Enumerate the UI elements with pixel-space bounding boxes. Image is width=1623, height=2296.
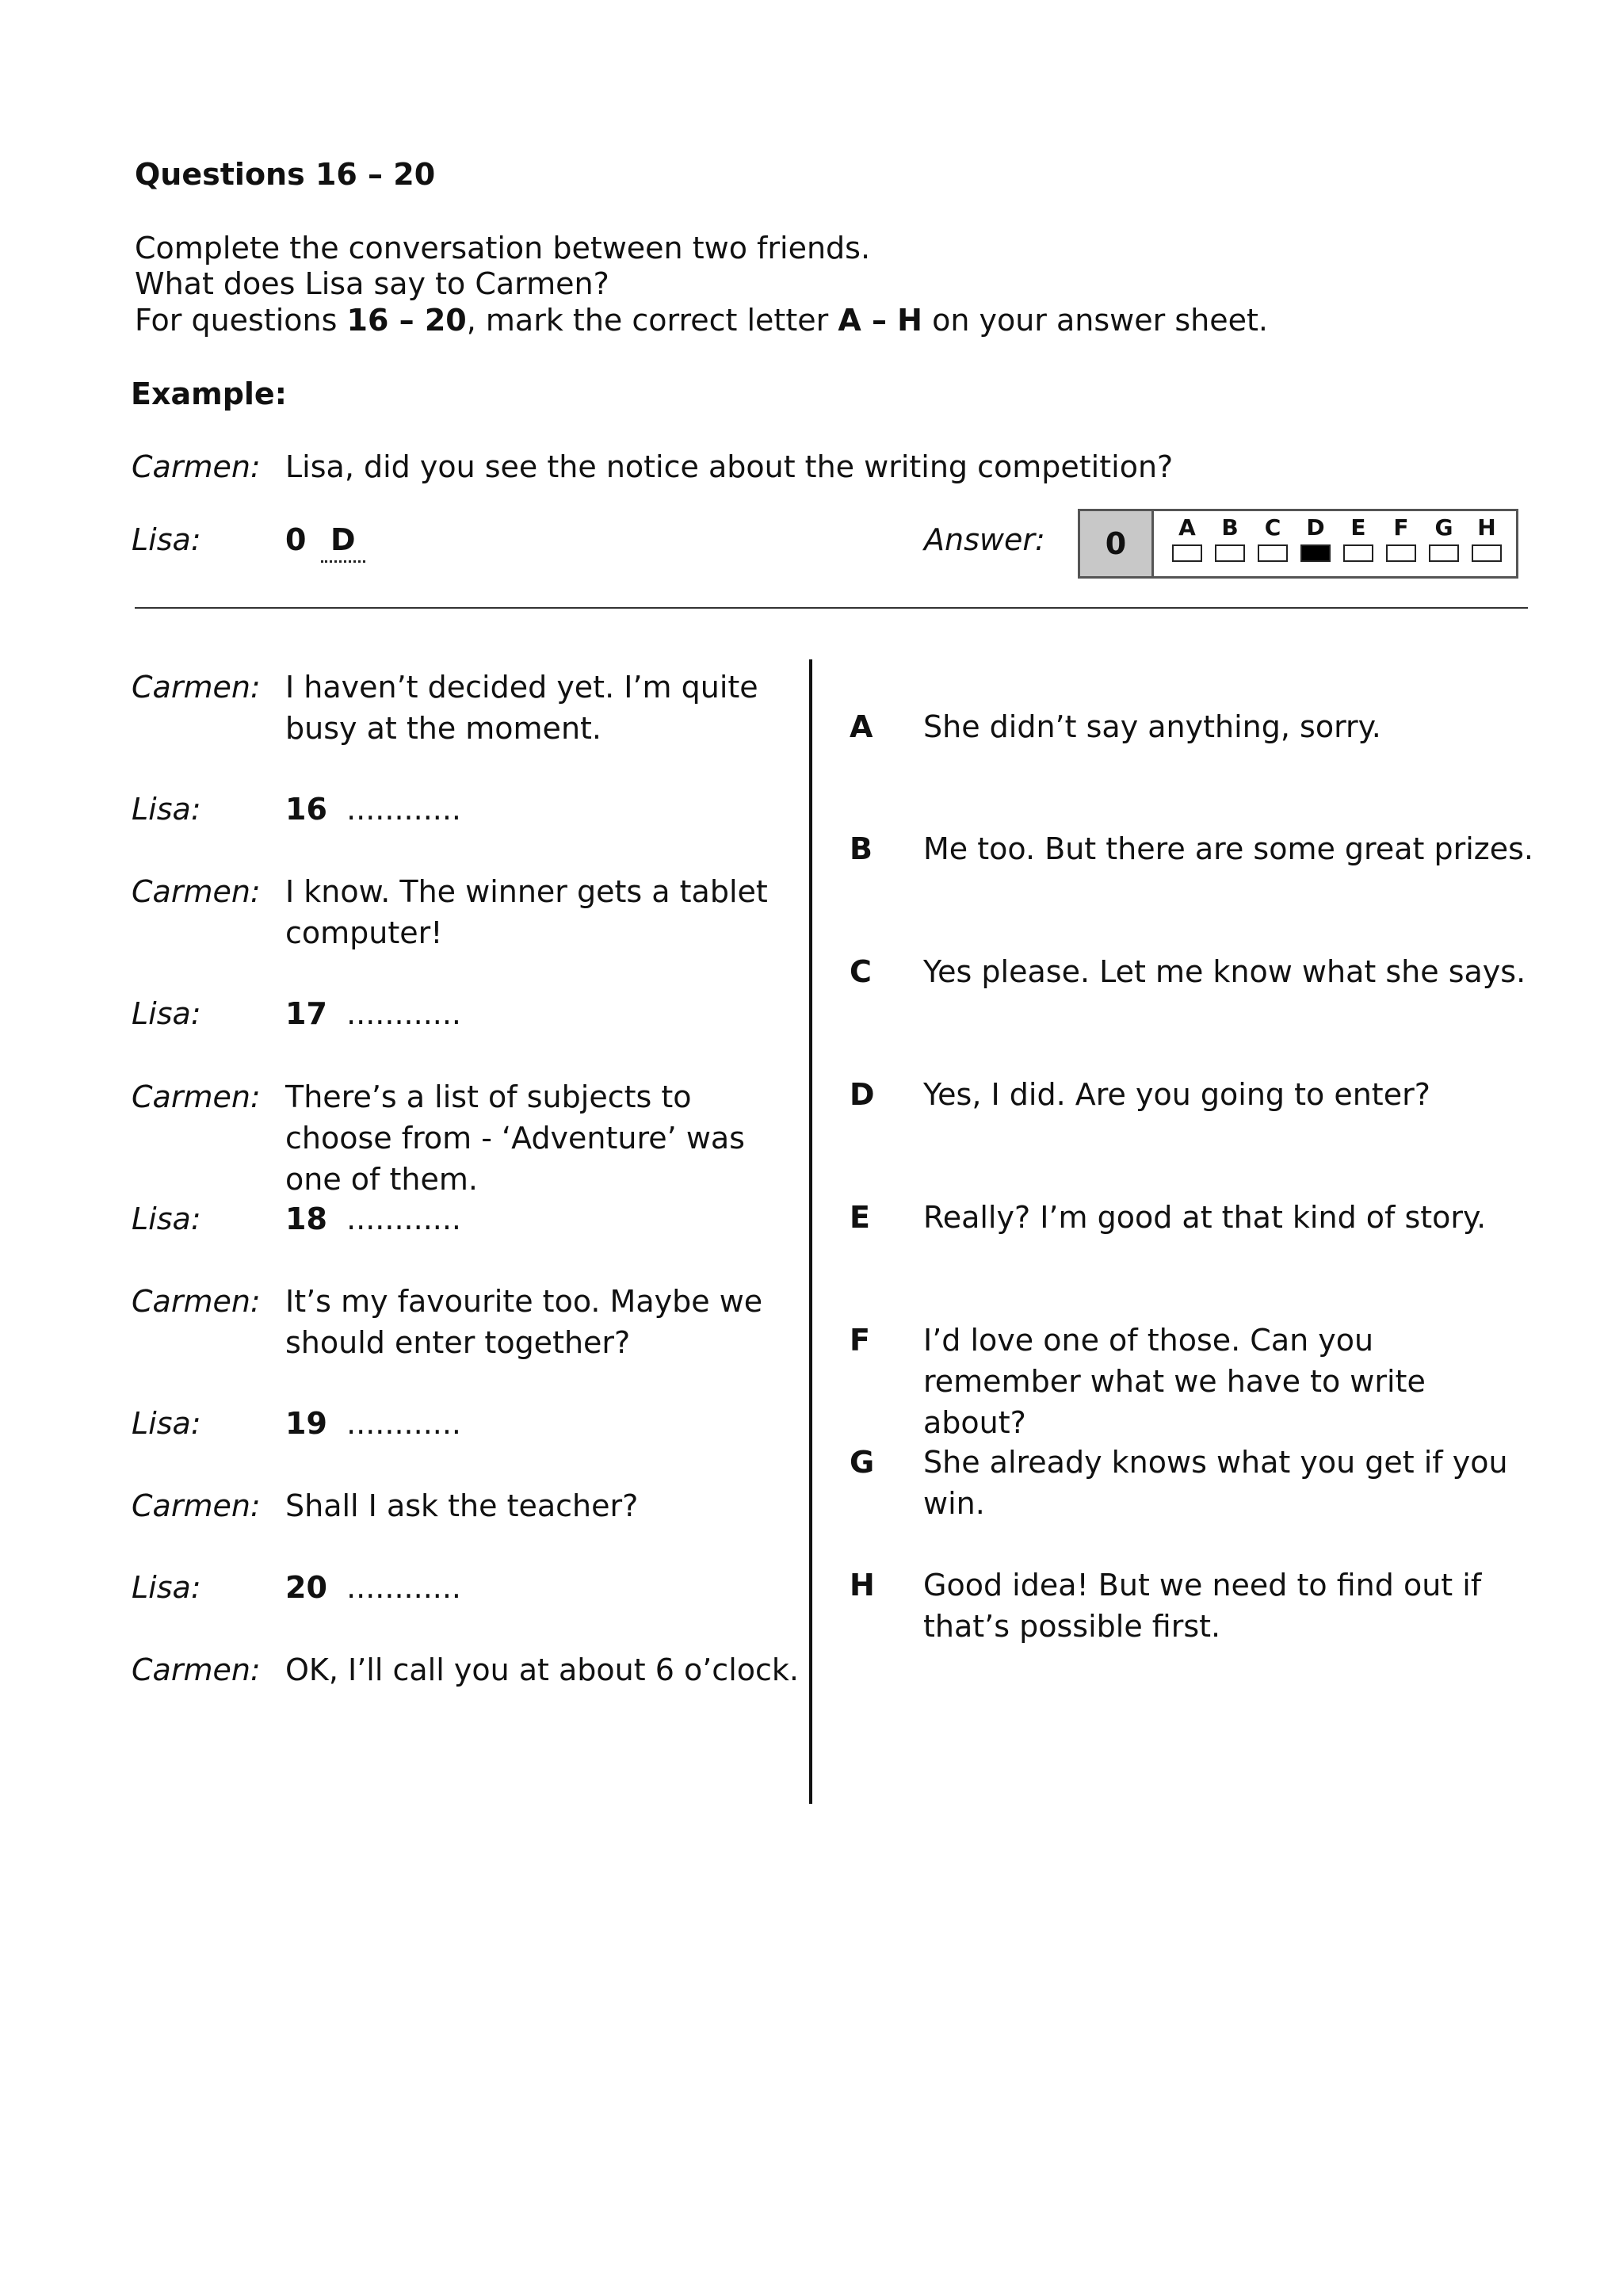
speaker-label: Lisa:	[132, 1406, 201, 1441]
option-letter: E	[850, 1200, 870, 1235]
answer-grid-cell-h	[1467, 516, 1507, 562]
question-number: 18	[285, 1201, 327, 1236]
option-text: Yes please. Let me know what she says.	[923, 954, 1526, 989]
question-number: 20	[285, 1570, 327, 1605]
option-text: Me too. But there are some great prizes.	[923, 831, 1533, 866]
answer-grid-letter: F	[1393, 514, 1409, 541]
answer-blank: ............	[346, 1570, 462, 1605]
instruction-text: , mark the correct letter	[466, 303, 838, 338]
question-range: 16 – 20	[346, 303, 467, 338]
answer-grid-box	[1472, 544, 1502, 562]
answer-grid-letter: A	[1178, 514, 1196, 541]
speaker-label: Carmen:	[132, 1079, 261, 1114]
question-number: 16	[285, 792, 327, 827]
carmen-line: I haven’t decided yet. I’m quite busy at the moment.	[285, 670, 758, 746]
option-letter: D	[850, 1077, 875, 1112]
answer-grid-letter: B	[1221, 514, 1239, 541]
speaker-label: Carmen:	[132, 670, 261, 705]
speaker-label: Lisa:	[132, 1570, 201, 1605]
option-letter: A	[850, 709, 873, 744]
option-letter: H	[850, 1568, 875, 1603]
question-20	[285, 1567, 461, 1608]
section-divider	[135, 607, 1528, 609]
option-letter: F	[850, 1323, 870, 1358]
option-text: Really? I’m good at that kind of story.	[923, 1200, 1487, 1235]
option-text: Good idea! But we need to find out if that’s possible first.	[923, 1568, 1482, 1644]
answer-grid	[1078, 509, 1518, 579]
option-text: I’d love one of those. Can you remember what we have to write about?	[923, 1323, 1426, 1440]
answer-blank: ............	[346, 792, 462, 827]
answer-grid-letter: C	[1264, 514, 1281, 541]
example-label: Example:	[131, 376, 287, 411]
carmen-line: Shall I ask the teacher?	[285, 1488, 639, 1523]
question-number: 19	[285, 1406, 327, 1441]
answer-grid-cell-e	[1338, 516, 1378, 562]
instruction-text: For questions	[135, 303, 347, 338]
example-number: 0	[285, 522, 307, 557]
answer-grid-letter: H	[1477, 514, 1496, 541]
example-answer: D	[321, 519, 365, 563]
instruction-line-3	[135, 300, 1268, 341]
option-letter: B	[850, 831, 873, 866]
answer-grid-letter: E	[1350, 514, 1366, 541]
instruction-text: on your answer sheet.	[922, 303, 1268, 338]
column-divider	[809, 659, 812, 1804]
speaker-label: Lisa:	[132, 1201, 201, 1236]
instruction-line-1: Complete the conversation between two friends.	[135, 231, 871, 266]
answer-grid-box	[1215, 544, 1245, 562]
speaker-label: Carmen:	[132, 874, 261, 909]
answer-grid-letter: D	[1306, 514, 1325, 541]
option-letter: G	[850, 1445, 875, 1480]
question-17	[285, 993, 461, 1034]
answer-grid-number: 0	[1080, 511, 1154, 576]
carmen-line: I know. The winner gets a tablet computer!	[285, 874, 768, 950]
speaker-label: Lisa:	[132, 996, 201, 1031]
answer-blank: ............	[346, 996, 462, 1031]
option-letter: C	[850, 954, 872, 989]
answer-grid-cell-f	[1381, 516, 1421, 562]
option-text: She didn’t say anything, sorry.	[923, 709, 1381, 744]
answer-grid-box	[1172, 544, 1202, 562]
question-19	[285, 1403, 461, 1444]
example-carmen-text: Lisa, did you see the notice about the writing competition?	[285, 449, 1174, 484]
answer-label: Answer:	[924, 522, 1045, 557]
answer-grid-box	[1386, 544, 1416, 562]
option-text: She already knows what you get if you win.	[923, 1445, 1508, 1521]
instruction-line-2: What does Lisa say to Carmen?	[135, 266, 609, 301]
answer-grid-cell-g	[1424, 516, 1464, 562]
answer-grid-cell-c	[1253, 516, 1293, 562]
speaker-label: Carmen:	[132, 1488, 261, 1523]
example-lisa-speaker: Lisa:	[132, 522, 201, 557]
speaker-label: Carmen:	[132, 1284, 261, 1319]
answer-grid-box-filled	[1300, 544, 1331, 562]
carmen-line: OK, I’ll call you at about 6 o’clock.	[285, 1652, 799, 1687]
question-18	[285, 1198, 461, 1240]
speaker-label: Carmen:	[132, 1652, 261, 1687]
example-answer-line	[321, 519, 365, 563]
answer-grid-box	[1343, 544, 1373, 562]
carmen-line: It’s my favourite too. Maybe we should enter together?	[285, 1284, 763, 1360]
answer-grid-cell-b	[1210, 516, 1250, 562]
answer-grid-cell-a	[1167, 516, 1207, 562]
answer-grid-cell-d	[1296, 516, 1335, 562]
example-carmen-speaker: Carmen:	[132, 449, 261, 484]
answer-blank: ............	[346, 1201, 462, 1236]
page-title: Questions 16 – 20	[135, 157, 436, 192]
question-16	[285, 789, 461, 830]
carmen-line: There’s a list of subjects to choose from - ‘Adventure’ was one of them.	[285, 1079, 745, 1197]
option-text: Yes, I did. Are you going to enter?	[923, 1077, 1430, 1112]
question-number: 17	[285, 996, 327, 1031]
answer-grid-box	[1429, 544, 1459, 562]
answer-grid-letter: G	[1434, 514, 1453, 541]
answer-grid-box	[1258, 544, 1288, 562]
answer-blank: ............	[346, 1406, 462, 1441]
letter-range: A – H	[838, 303, 922, 338]
speaker-label: Lisa:	[132, 792, 201, 827]
